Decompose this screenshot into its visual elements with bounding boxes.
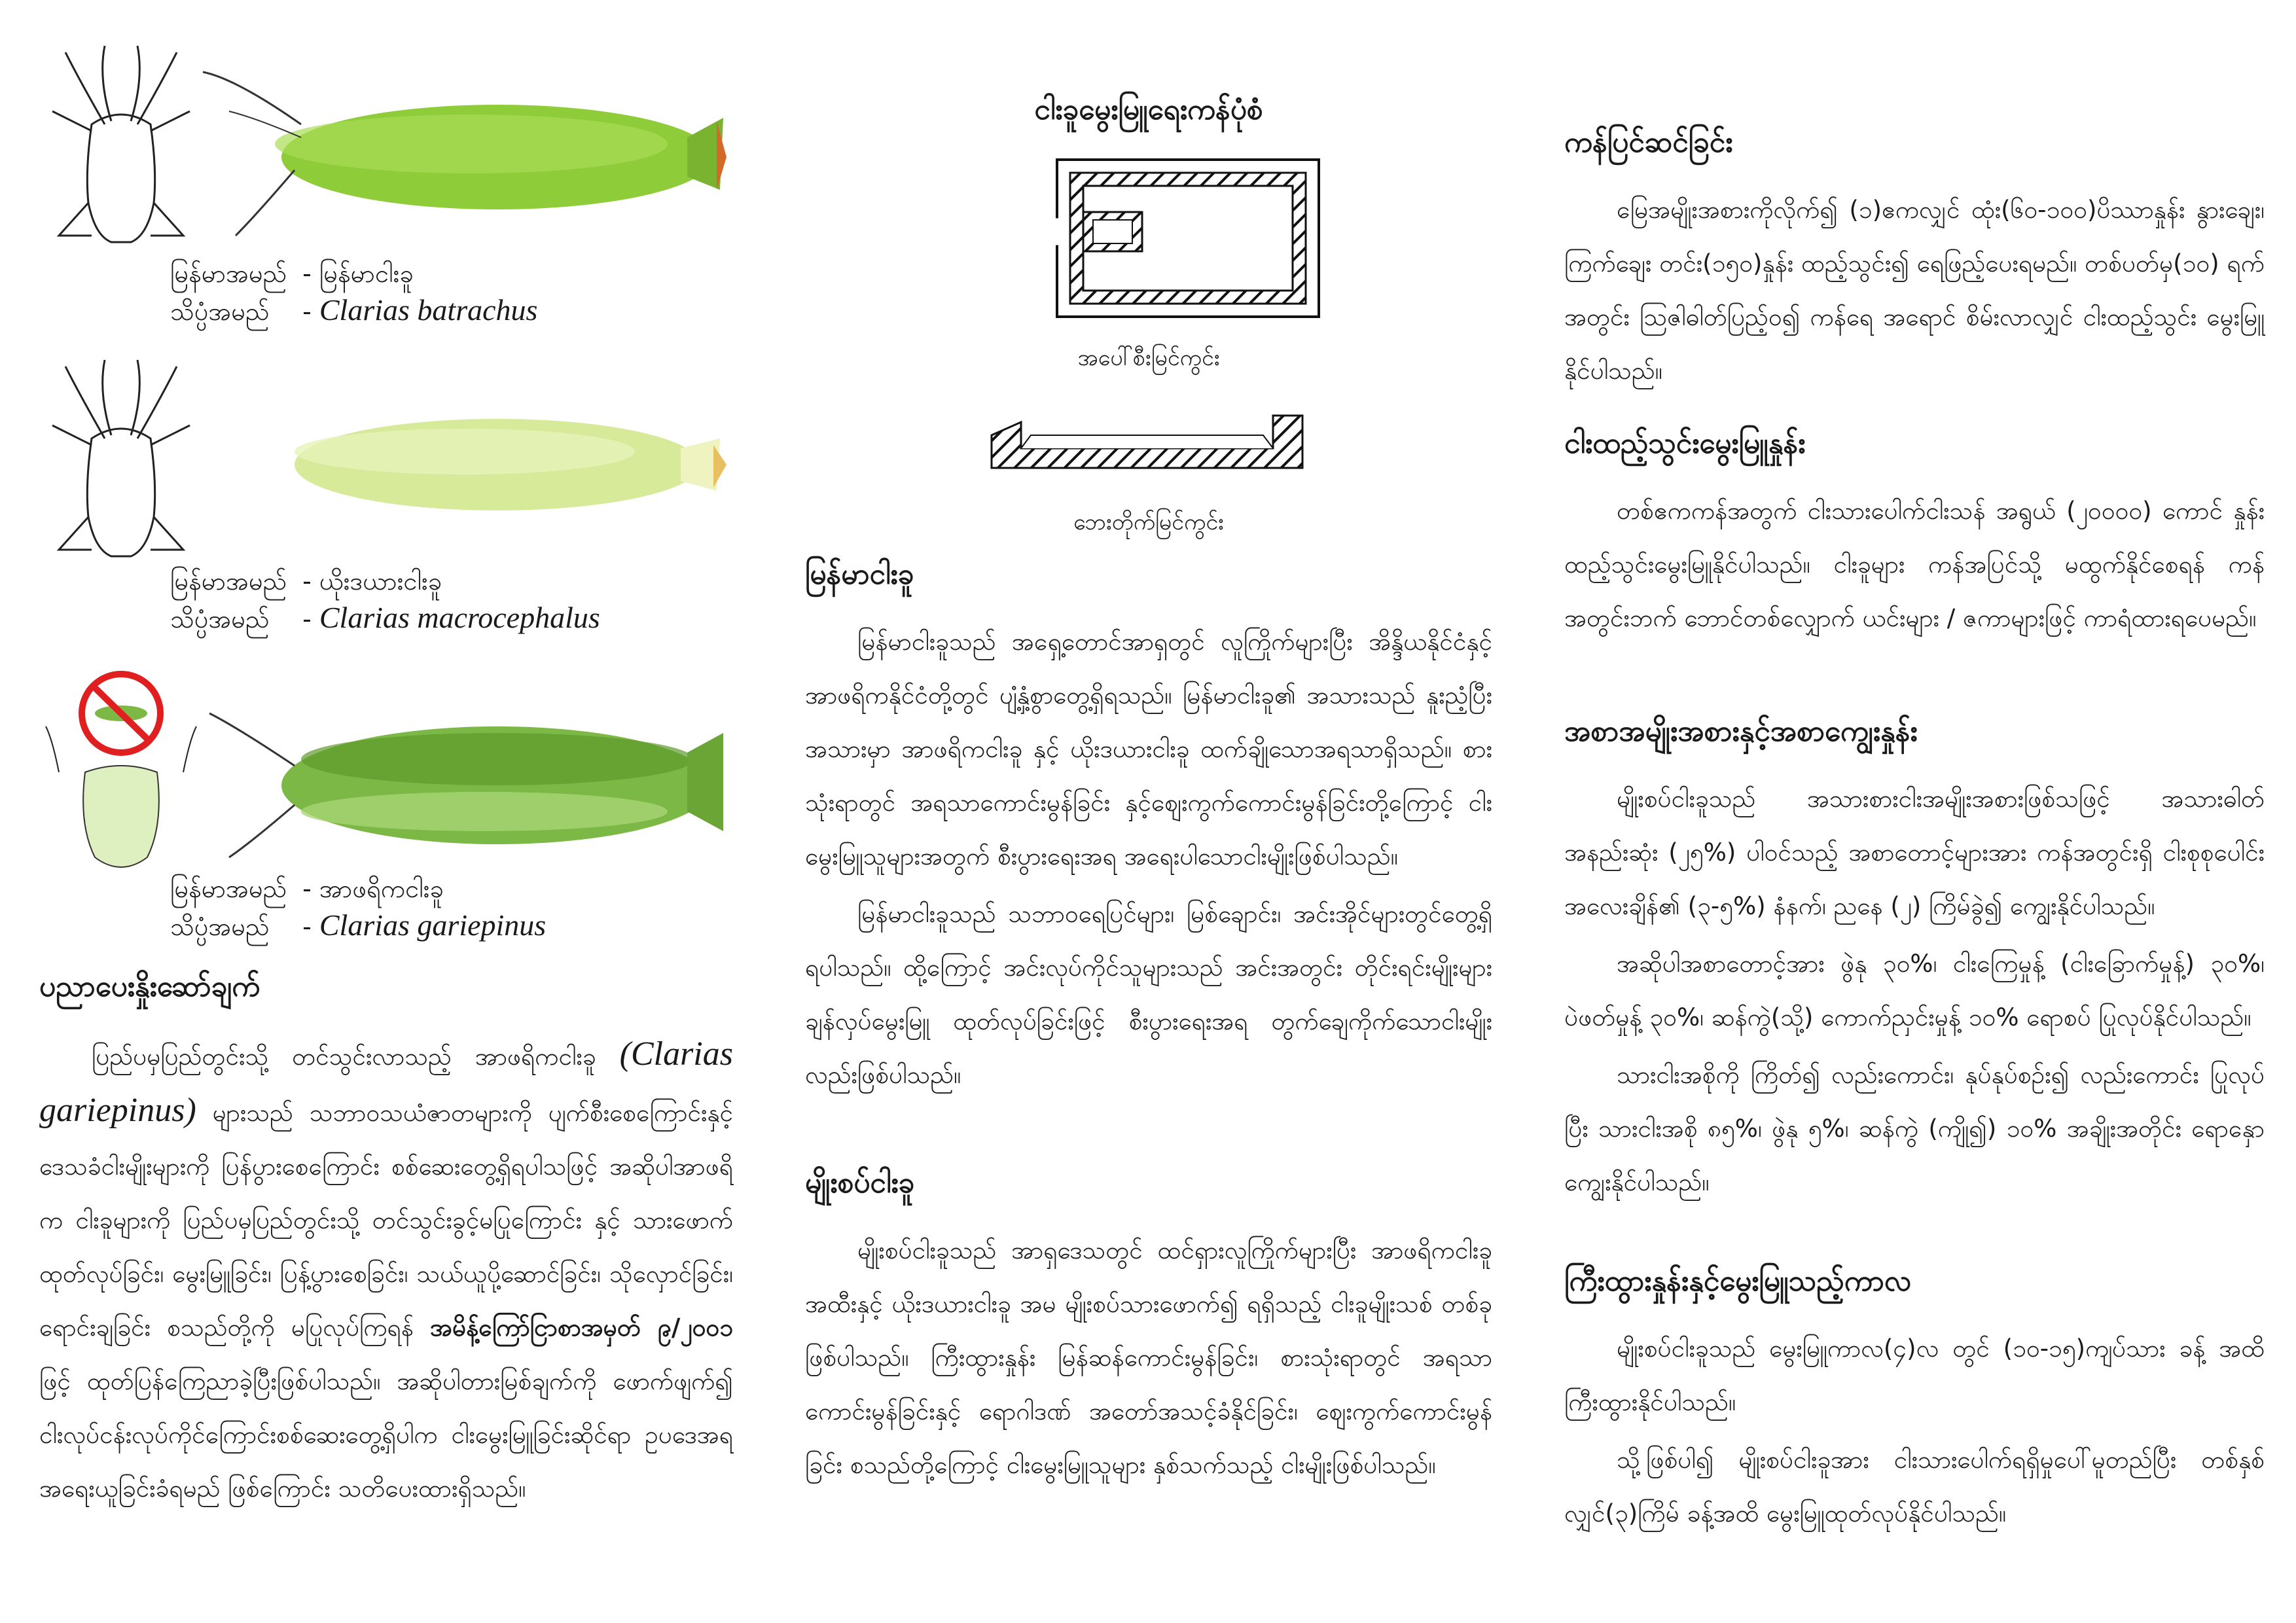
advice-heading: ပညာပေးနှိုးဆော်ချက်: [39, 970, 260, 1003]
clarias-macrocephalus-illustration: [39, 353, 733, 569]
scientific-name: Clarias batrachus: [319, 293, 538, 327]
stocking-rate-heading: ငါးထည့်သွင်းမွေးမြူနှုန်း: [1564, 427, 1806, 460]
hybrid-catfish-section: [805, 1165, 1492, 1496]
pond-top-view-diagram: [805, 147, 1492, 343]
left-panel: [0, 0, 766, 1623]
right-panel: [1532, 0, 2296, 1623]
feeding-paragraph-2: အဆိုပါအစာတောင့်အား ဖွဲနု ၃၀%၊ ငါးကြေမှုန့် (ငါးခြောက်မှုန့်) ၃၀%၊ ပဲဖတ်မှုန့် ၃၀%၊ ဆန်ကွဲ(သို့) ကောက်ညှင်းမှုန့် ၁၀% ရောစပ် ပြုလုပ်နိုင်ပါသည်။: [1564, 950, 2265, 1031]
advice-scientific-name: (Clarias gariepinus): [39, 1035, 733, 1129]
feeding-heading: အစာအမျိုးအစားနှင့်အစာကျွေးနှုန်း: [1564, 715, 1918, 748]
feeding-paragraph-3: သားငါးအစိုကို ကြိတ်၍ လည်းကောင်း၊ နုပ်နုပ်စဉ်း၍ လည်းကောင်း ပြုလုပ်ပြီး သားငါးအစို ၈၅%၊ ဖွဲနု ၅%၊ ဆန်ကွဲ (ကျို၍) ၁၀% အချိုးအတိုင်း ရောနှော ကျွေးနိုင်ပါသည်။: [1564, 1061, 2265, 1196]
fish-caption: မြန်မာအမည် - မြန်မာငါးခူ သိပ္ပံအမည် - Clarias batrachus: [170, 255, 537, 330]
top-view-caption: အပေါ်စီးမြင်ကွင်း: [1077, 345, 1220, 371]
advice-section: [39, 969, 733, 1520]
advice-text-start: ပြည်ပမှပြည်တွင်းသို့ တင်သွင်းလာသည့် အာဖရိကငါးခူ: [92, 1043, 596, 1071]
scientific-name-label: သိပ္ပံအမည်: [170, 297, 270, 326]
native-catfish-section: [805, 556, 1492, 1106]
scientific-name-label: သိပ္ပံအမည်: [170, 605, 270, 633]
stocking-rate-paragraph: တစ်ဧကကန်အတွက် ငါးသားပေါက်ငါးသန် အရွယ် (၂၀၀၀၀) ကောင် နှုန်း ထည့်သွင်းမွေးမြူနိုင်ပါသည်။ ငါးခူများ ကန်အပြင်သို့ မထွက်နိုင်စေရန် ကန်အတွင်းဘက် ဘောင်တစ်လျှောက် ယင်းများ / ဇကာများဖြင့် ကာရံထားရပေမည်။: [1564, 497, 2265, 632]
native-catfish-heading: မြန်မာငါးခူ: [805, 558, 914, 591]
feeding-paragraph-1: မျိုးစပ်ငါးခူသည် အသားစားငါးအမျိုးအစားဖြစ်သဖြင့် အသားဓါတ် အနည်းဆုံး (၂၅%) ပါဝင်သည့် အစာတောင့်များအား ကန်အတွင်းရှိ ငါးစုစုပေါင်း အလေးချိန်၏ (၃-၅%) နံနက်၊ ညနေ (၂) ကြိမ်ခွဲ၍ ကျွေးနိုင်ပါသည်။: [1564, 785, 2265, 920]
clarias-gariepinus-illustration: [39, 661, 733, 877]
fish-entry-clarias-batrachus: [39, 39, 733, 347]
pond-design: [805, 92, 1492, 541]
native-catfish-paragraph-1: မြန်မာငါးခူသည် အရှေ့တောင်အာရှတွင် လူကြိုက်များပြီး အိန္ဒိယနိုင်ငံနှင့် အာဖရိကနိုင်ငံတို့တွင် ပျံ့နှံ့စွာတွေ့ရှိရသည်။ မြန်မာငါးခူ၏ အသားသည် နူးညံ့ပြီး အသားမှာ အာဖရိကငါးခူ နှင့် ယိုးဒယားငါးခူ ထက်ချိုသောအရသာရှိသည်။ စားသုံးရာတွင် အရသာကောင်းမွန်ခြင်း နှင့်ဈေးကွက်ကောင်းမွန်ခြင်းတို့ကြောင့် ငါးမွေးမြူသူများအတွက် စီးပွားရေးအရ အရေးပါသောငါးမျိုးဖြစ်ပါသည်။: [805, 628, 1492, 870]
scientific-name-label: သိပ္ပံအမည်: [170, 912, 270, 941]
pond-preparation-heading: ကန်ပြင်ဆင်ခြင်း: [1564, 126, 1733, 159]
hybrid-catfish-paragraph: မျိုးစပ်ငါးခူသည် အာရှဒေသတွင် ထင်ရှားလူကြိုက်များပြီး အာဖရိကငါးခူအထီးနှင့် ယိုးဒယားငါးခူ အမ မျိုးစပ်သားဖောက်၍ ရရှိသည့် ငါးခူမျိုးသစ် တစ်ခုဖြစ်ပါသည်။ ကြီးထွားနှုန်း မြန်ဆန်ကောင်းမွန်ခြင်း၊ စားသုံးရာတွင် အရသာကောင်းမွန်ခြင်းနှင့် ရောဂါဒဏ် အတော်အသင့်ခံနိုင်ခြင်း၊ ဈေးကွက်ကောင်းမွန်ခြင်း စသည်တို့ကြောင့် ငါးမွေးမြူသူများ နှစ်သက်သည့် ငါးမျိုးဖြစ်ပါသည်။: [805, 1236, 1492, 1479]
side-view-caption: ဘေးတိုက်မြင်ကွင်း: [1073, 509, 1224, 535]
advice-text-end: ဖြင့် ထုတ်ပြန်ကြေညာခဲ့ပြီးဖြစ်ပါသည်။ အဆိုပါတားမြစ်ချက်ကို ဖောက်ဖျက်၍ ငါးလုပ်ငန်းလုပ်ကိုင်ကြောင်းစစ်ဆေးတွေ့ရှိပါက ငါးမွေးမြူခြင်းဆိုင်ရာ ဥပဒေအရ အရေးယူခြင်းခံရမည် ဖြစ်ကြောင်း သတိပေးထားရှိသည်။: [39, 1367, 733, 1503]
growth-period-paragraph-1: မျိုးစပ်ငါးခူသည် မွေးမြူကာလ(၄)လ တွင် (၁၀-၁၅)ကျပ်သား ခန့် အထိကြီးထွားနိုင်ပါသည်။: [1564, 1334, 2265, 1416]
middle-panel: [766, 0, 1532, 1623]
myanmar-name: အာဖရိကငါးခူ: [319, 874, 444, 903]
scientific-name: Clarias gariepinus: [319, 908, 547, 942]
myanmar-name: ယိုးဒယားငါးခူ: [319, 567, 442, 596]
order-number: အမိန့်ကြော်ငြာစာအမှတ် ၉/၂၀၀၁: [430, 1313, 734, 1342]
pond-preparation-paragraph: မြေအမျိုးအစားကိုလိုက်၍ (၁)ဧကလျှင် ထုံး(၆၀-၁၀၀)ပိဿာနှုန်း နွားချေး၊ ကြက်ချေး တင်း(၁၅၀)နှုန်း ထည့်သွင်း၍ ရေဖြည့်ပေးရမည်။ တစ်ပတ်မှ(၁၀) ရက်အတွင်း သြဇါဓါတ်ပြည့်ဝ၍ ကန်ရေ အရောင် စိမ်းလာလျှင် ငါးထည့်သွင်း မွေးမြူနိုင်ပါသည်။: [1564, 196, 2265, 385]
myanmar-name: မြန်မာငါးခူ: [319, 259, 414, 288]
fish-entry-clarias-macrocephalus: [39, 353, 733, 661]
pond-side-view-diagram: [805, 409, 1492, 488]
pond-preparation-section: [1564, 124, 2265, 402]
clarias-batrachus-illustration: [39, 39, 733, 255]
scientific-name: Clarias macrocephalus: [319, 601, 600, 634]
advice-paragraph: [39, 1027, 733, 1516]
myanmar-name-label: မြန်မာအမည်: [170, 259, 287, 288]
pond-design-title: ငါးခူမွေးမြူရေးကန်ပုံစံ: [1034, 93, 1263, 126]
fish-entry-clarias-gariepinus: [39, 661, 733, 969]
fish-caption: မြန်မာအမည် - ယိုးဒယားငါးခူ သိပ္ပံအမည် - Clarias macrocephalus: [170, 563, 600, 637]
growth-period-paragraph-2: သို့ဖြစ်ပါ၍ မျိုးစပ်ငါးခူအား ငါးသားပေါက်ရရှိမှုပေါ်မူတည်ပြီး တစ်နှစ်လျှင်(၃)ကြိမ် ခန့်အထိ မွေးမြူထုတ်လုပ်နိုင်ပါသည်။: [1564, 1446, 2265, 1527]
myanmar-name-label: မြန်မာအမည်: [170, 874, 287, 903]
growth-period-section: [1564, 1263, 2265, 1544]
stocking-rate-section: [1564, 425, 2265, 649]
myanmar-name-label: မြန်မာအမည်: [170, 567, 287, 596]
native-catfish-paragraph-2: မြန်မာငါးခူသည် သဘာဝရေပြင်များ၊ မြစ်ချောင်း၊ အင်းအိုင်များတွင်တွေ့ရှိရပါသည်။ ထို့ကြောင့် အင်းလုပ်ကိုင်သူများသည် အင်းအတွင်း တိုင်းရင်းမျိုးများ ချန်လှပ်မွေးမြူ ထုတ်လုပ်ခြင်းဖြင့် စီးပွားရေးအရ တွက်ချေကိုက်သောငါးမျိုးလည်းဖြစ်ပါသည်။: [805, 900, 1492, 1089]
advice-text-mid: များသည် သဘာဝသယံဇာတများကို ပျက်စီးစေကြောင်းနှင့် ဒေသခံငါးမျိုးများကို ပြန်ပွားစေကြောင်း စစ်ဆေးတွေ့ရှိရပါသဖြင့် အဆိုပါအာဖရိက ငါးခူများကို ပြည်ပမှပြည်တွင်းသို့ တင်သွင်းခွင့်မပြုကြောင်း နှင့် သားဖောက်ထုတ်လုပ်ခြင်း၊ မွေးမြူခြင်း၊ ပြန့်ပွားစေခြင်း၊ သယ်ယူပို့ဆောင်ခြင်း၊ သိုလှောင်ခြင်း၊ ရောင်းချခြင်း စသည်တို့ကို မပြုလုပ်ကြရန်: [39, 1099, 733, 1342]
feeding-section: [1564, 713, 2265, 1213]
fish-caption: မြန်မာအမည် - အာဖရိကငါးခူ သိပ္ပံအမည် - Clarias gariepinus: [170, 870, 546, 945]
hybrid-catfish-heading: မျိုးစပ်ငါးခူ: [805, 1166, 915, 1200]
growth-period-heading: ကြီးထွားနှုန်းနှင့်မွေးမြူသည့်ကာလ: [1564, 1264, 1912, 1298]
prohibited-icon: [82, 674, 160, 753]
